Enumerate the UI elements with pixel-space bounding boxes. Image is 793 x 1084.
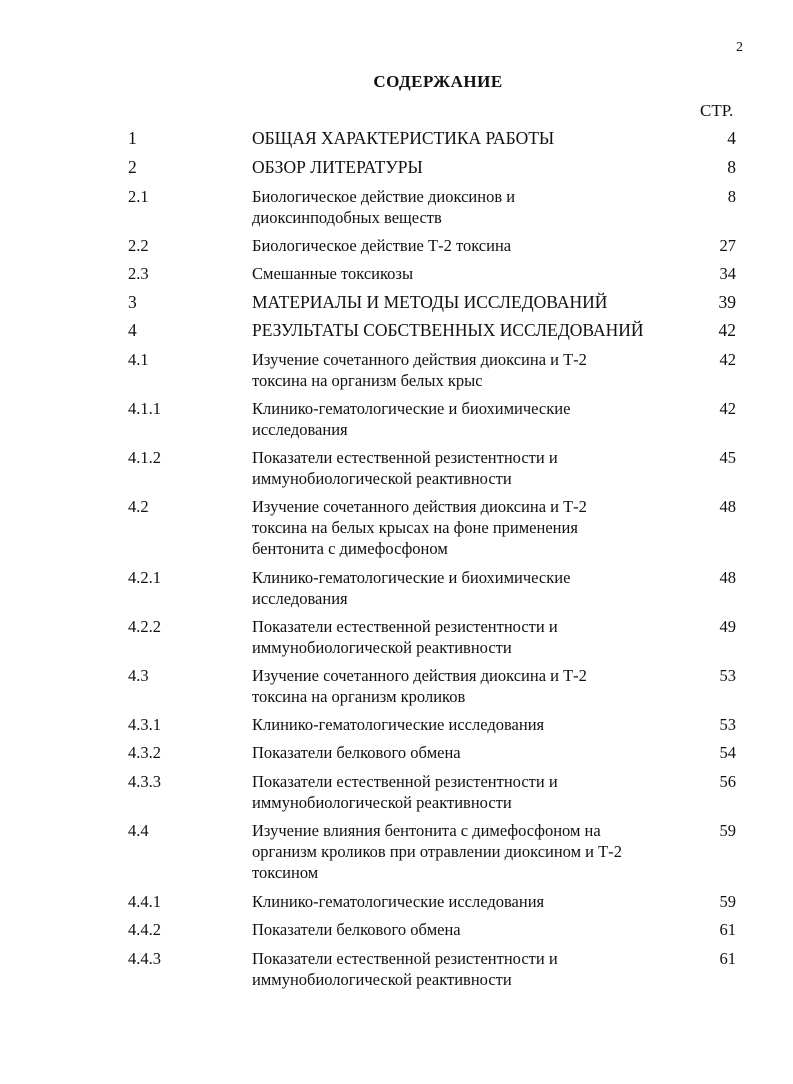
toc-entry-title: Биологическое действие диоксинов и диоксинподобных веществ [252,187,516,227]
toc-entry-number: 4.1.2 [128,448,161,467]
toc-entry-number: 4.1 [128,350,149,369]
toc-entry-number: 4.4.1 [128,892,161,911]
toc-entry-page: 49 [719,617,736,636]
toc-entry-page: 56 [719,772,736,791]
toc-entry-title: Показатели естественной резистентности и иммунобиологической реактивности [252,772,558,812]
toc-entry-number: 4.3.1 [128,715,161,734]
toc-entry-page: 53 [719,666,736,685]
toc-entry-page: 54 [719,743,736,762]
toc-entry-page: 53 [719,715,736,734]
toc-entry-title: ОБЩАЯ ХАРАКТЕРИСТИКА РАБОТЫ [252,128,555,148]
toc-entry-page: 42 [718,320,736,340]
toc-entry-page: 8 [727,157,736,177]
toc-entry-title: Клинико-гематологические и биохимические исследования [252,399,571,439]
toc-entry-title: Показатели белкового обмена [252,743,461,762]
toc-entry-number: 4.3.3 [128,772,161,791]
page-title: СОДЕРЖАНИЕ [373,72,503,91]
toc-entry-page: 61 [719,949,736,968]
toc-entry-page: 59 [719,821,736,840]
toc-entry-page: 27 [719,236,736,255]
toc-entry-number: 4 [128,320,137,340]
toc-entry-title: Клинико-гематологические исследования [252,892,545,911]
toc-entry-title: Изучение влияния бентонита с димефосфоном на организм кроликов при отравлении диоксином и Т-2 токсином [252,821,622,882]
toc-entry-number: 2.3 [128,264,149,283]
toc-entry-number: 4.4 [128,821,149,840]
toc-entry-number: 4.2.1 [128,568,161,587]
toc-entry-number: 4.1.1 [128,399,161,418]
toc-entry-title: Показатели естественной резистентности и иммунобиологической реактивности [252,949,558,989]
toc-entry-title: РЕЗУЛЬТАТЫ СОБСТВЕННЫХ ИССЛЕДОВАНИЙ [252,320,644,340]
toc-entry-title: МАТЕРИАЛЫ И МЕТОДЫ ИССЛЕДОВАНИЙ [252,292,608,312]
toc-entry-number: 4.3.2 [128,743,161,762]
toc-entry-title: Биологическое действие Т-2 токсина [252,236,512,255]
toc-entry-number: 2 [128,157,137,177]
toc-entry-title: Клинико-гематологические исследования [252,715,545,734]
toc-entry-number: 2.2 [128,236,149,255]
toc-entry-page: 8 [727,187,736,206]
toc-entry-title: Изучение сочетанного действия диоксина и Т-2 токсина на организм белых крыс [252,350,587,390]
toc-entry-title: Смешанные токсикозы [252,264,414,283]
toc-entry-title: Показатели естественной резистентности и иммунобиологической реактивности [252,617,558,657]
toc-entry-page: 48 [719,497,736,516]
toc-entry-number: 4.3 [128,666,149,685]
toc-entry-number: 2.1 [128,187,149,206]
toc-entry-number: 4.2.2 [128,617,161,636]
toc-entry-number: 4.2 [128,497,149,516]
toc-entry-page: 42 [719,350,736,369]
toc-entry-title: Показатели белкового обмена [252,920,461,939]
toc-entry-page: 4 [727,128,736,148]
toc-entry-page: 39 [718,292,736,312]
toc-entry-number: 3 [128,292,137,312]
toc-entry-title: Клинико-гематологические и биохимические исследования [252,568,571,608]
toc-entry-page: 45 [719,448,736,467]
toc-entry-number: 4.4.3 [128,949,161,968]
toc-entry-page: 34 [719,264,736,283]
toc-entry-number: 4.4.2 [128,920,161,939]
toc-entry-title: Изучение сочетанного действия диоксина и Т-2 токсина на организм кроликов [252,666,587,706]
toc-entry-page: 48 [719,568,736,587]
page-column-header: СТР. [700,101,734,120]
page-number: 2 [736,40,743,55]
toc-entry-title: Изучение сочетанного действия диоксина и Т-2 токсина на белых крысах на фоне применения бентонита с димефосфоном [252,497,587,558]
toc-entry-title: ОБЗОР ЛИТЕРАТУРЫ [252,157,423,177]
toc-entry-page: 61 [719,920,736,939]
toc-entry-page: 59 [719,892,736,911]
toc-entry-title: Показатели естественной резистентности и иммунобиологической реактивности [252,448,558,488]
toc-entry-number: 1 [128,128,137,148]
toc-entry-page: 42 [719,399,736,418]
